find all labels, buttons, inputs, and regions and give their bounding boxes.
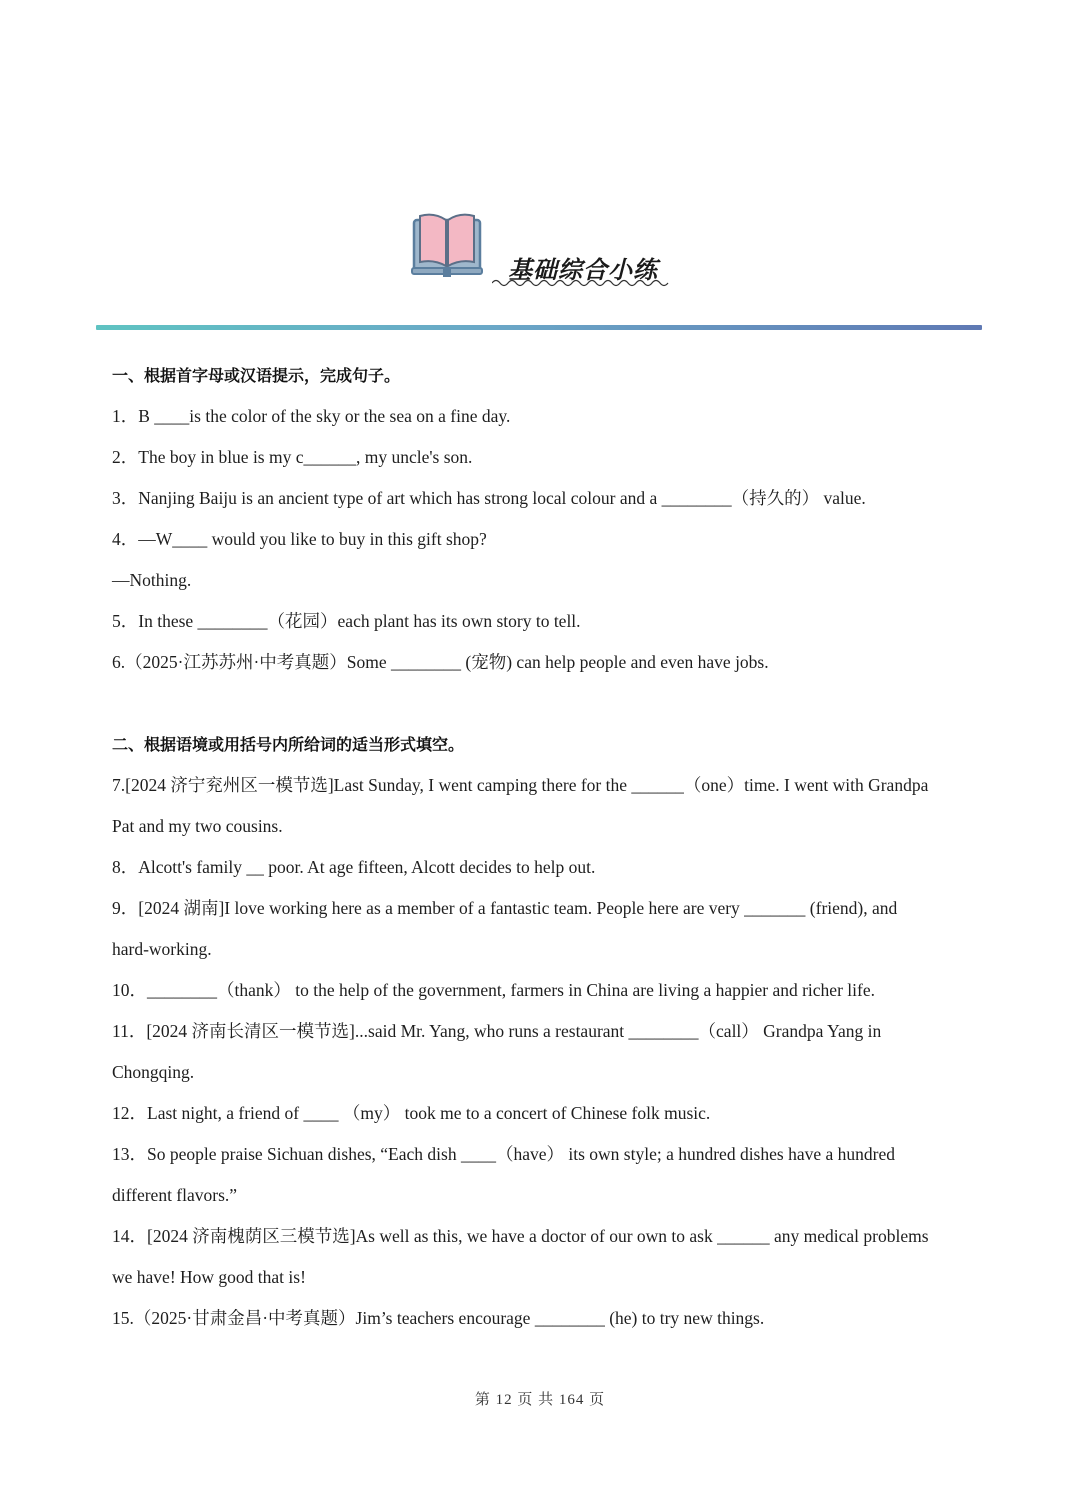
question-line: Pat and my two cousins. xyxy=(112,816,283,836)
question-line: 5．In these ________（花园）each plant has its own story to tell. xyxy=(112,611,581,631)
question-line: 13．So people praise Sichuan dishes, “Each dish ____（have） its own style; a hundred dishes have a hundred xyxy=(112,1144,895,1164)
header xyxy=(0,200,1080,300)
section-spacer xyxy=(112,683,982,724)
question-line: 10．________（thank） to the help of the government, farmers in China are living a happier and richer life. xyxy=(112,980,875,1000)
question-line: 12．Last night, a friend of ____ （my） took me to a concert of Chinese folk music. xyxy=(112,1103,711,1123)
question-line: Chongqing. xyxy=(112,1062,195,1082)
exercise-content xyxy=(112,355,982,1339)
question-line: 6.（2025·江苏苏州·中考真题）Some ________ (宠物) can help people and even have jobs. xyxy=(112,652,769,672)
question-line: 3．Nanjing Baiju is an ancient type of art which has strong local colour and a ________（持久的） value. xyxy=(112,488,866,508)
question-line: we have! How good that is! xyxy=(112,1267,306,1287)
question-line: 4．—W____ would you like to buy in this gift shop? xyxy=(112,529,487,549)
section-title: 基础综合小练 xyxy=(508,255,658,284)
question-line: 14．[2024 济南槐荫区三模节选]As well as this, we have a doctor of our own to ask ______ any medical problems xyxy=(112,1226,929,1246)
title-underline-wave xyxy=(492,278,672,288)
question-line: 2．The boy in blue is my c______, my uncle's son. xyxy=(112,447,473,467)
page-number: 第 12 页 共 164 页 xyxy=(474,1392,606,1408)
question-line: hard-working. xyxy=(112,939,212,959)
open-book-icon xyxy=(410,210,484,278)
section-heading: 二、根据语境或用括号内所给词的适当形式填空。 xyxy=(112,735,465,754)
question-line: 1．B ____is the color of the sky or the sea on a fine day. xyxy=(112,406,511,426)
question-line: different flavors.” xyxy=(112,1185,238,1205)
question-line: 9．[2024 湖南]I love working here as a member of a fantastic team. People here are very _______ (friend), and xyxy=(112,898,898,918)
header-divider xyxy=(96,325,982,330)
question-line: 15.（2025·甘肃金昌·中考真题）Jim’s teachers encourage ________ (he) to try new things. xyxy=(112,1308,765,1328)
question-line: —Nothing. xyxy=(112,570,192,590)
question-line: 11．[2024 济南长清区一模节选]...said Mr. Yang, who runs a restaurant ________（call） Grandpa Yang in xyxy=(112,1021,882,1041)
question-line: 7.[2024 济宁兖州区一模节选]Last Sunday, I went camping there for the ______（one）time. I went with Grandpa xyxy=(112,775,929,795)
question-line: 8．Alcott's family __ poor. At age fifteen, Alcott decides to help out. xyxy=(112,857,596,877)
section-heading: 一、根据首字母或汉语提示，完成句子。 xyxy=(112,366,401,385)
